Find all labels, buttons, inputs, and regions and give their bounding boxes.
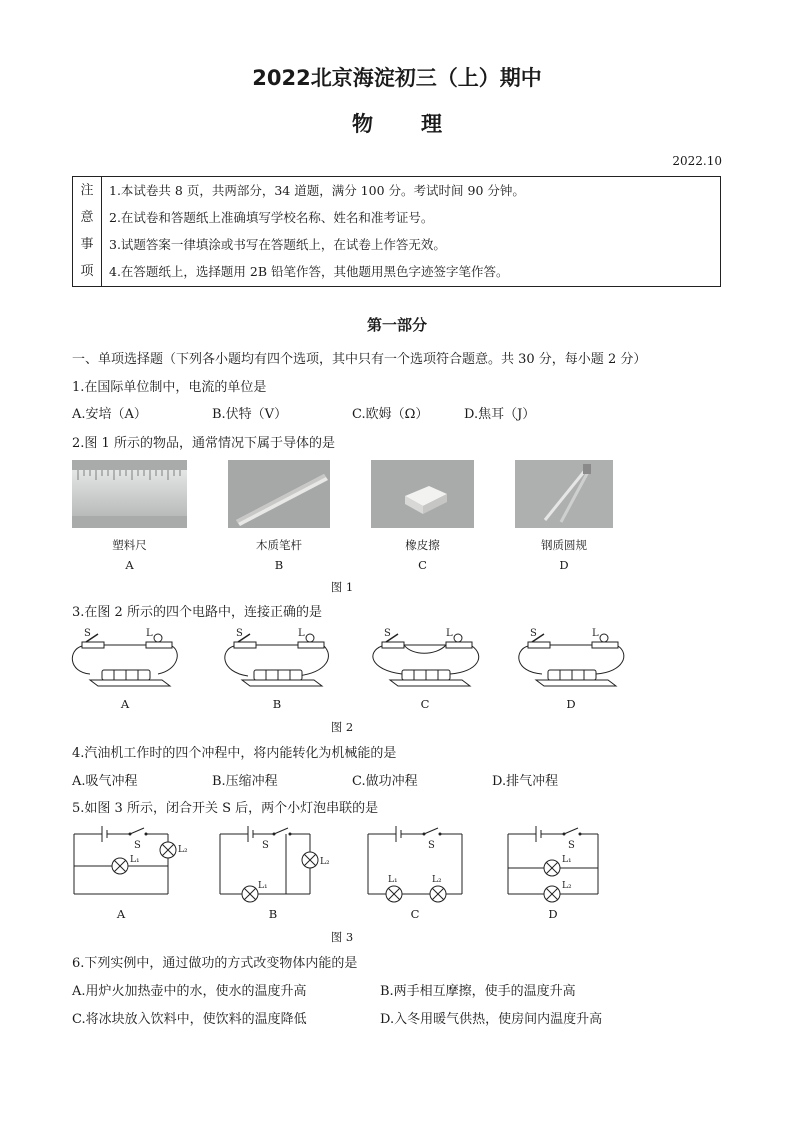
q2-item-label: 橡皮擦 [405, 538, 440, 552]
q1-option-b: B.伏特（V） [212, 407, 288, 422]
switch-label: S [384, 628, 391, 639]
note-item: 2.在试卷和答题纸上准确填写学校名称、姓名和准考证号。 [109, 210, 434, 225]
switch-label: S [428, 840, 435, 851]
q1-option-d: D.焦耳（J） [464, 407, 536, 422]
q6-option-a: A.用炉火加热壶中的水，使水的温度升高 [72, 984, 307, 999]
lamp-label: L [446, 628, 453, 639]
q6-option-c: C.将冰块放入饮料中，使饮料的温度降低 [72, 1012, 307, 1027]
q2-item-label: 钢质圆规 [541, 538, 587, 552]
lamp1-label: L₁ [562, 855, 572, 865]
q5-letter: D [548, 907, 558, 921]
switch-label: S [236, 628, 243, 639]
notes-label-column [73, 177, 102, 286]
q4-option-d: D.排气冲程 [492, 774, 559, 789]
subject-char: 理 [421, 112, 442, 136]
eraser-photo [371, 460, 474, 528]
q2-letter: D [559, 558, 569, 572]
lamp-label: L [146, 628, 153, 639]
pen-shaft-photo [228, 460, 330, 528]
q4-option-a: A.吸气冲程 [72, 774, 138, 789]
subject-title [0, 108, 794, 138]
q4-option-c: C.做功冲程 [352, 774, 418, 789]
lamp2-label: L₂ [432, 875, 442, 885]
q3-circuit-a [66, 626, 184, 692]
q5-schematic-c [366, 822, 490, 904]
notes-label-char: 事 [80, 237, 94, 252]
q3-circuit-d [512, 626, 630, 692]
q2-item-label: 塑料尺 [112, 538, 147, 552]
notes-label-char: 意 [80, 210, 94, 225]
figure-3-caption: 图 3 [330, 930, 354, 944]
q3-letter: C [420, 697, 430, 711]
figure-2-caption: 图 2 [330, 720, 354, 734]
q1-stem: 1.在国际单位制中，电流的单位是 [72, 380, 267, 395]
exam-title: 2022北京海淀初三（上）期中 [252, 66, 542, 90]
lamp2-label: L₂ [562, 881, 572, 891]
q2-letter: A [125, 558, 134, 572]
lamp2-label: L₂ [320, 857, 330, 867]
lamp1-label: L₁ [130, 855, 140, 865]
q4-option-b: B.压缩冲程 [212, 774, 278, 789]
q1-option-a: A.安培（A） [72, 407, 147, 422]
q2-item-label: 木质笔杆 [256, 538, 302, 552]
section-heading: 一、单项选择题（下列各小题均有四个选项，其中只有一个选项符合题意。共 30 分，每小题 2 分） [72, 352, 647, 367]
switch-label: S [134, 840, 141, 851]
note-item: 1.本试卷共 8 页，共两部分，34 道题，满分 100 分。考试时间 90 分钟。 [109, 183, 525, 198]
q5-schematic-b [218, 822, 342, 904]
notes-label-char: 项 [80, 264, 94, 279]
lamp2-label: L₂ [178, 845, 188, 855]
q3-letter: D [566, 697, 576, 711]
q6-option-b: B.两手相互摩擦，使手的温度升高 [380, 984, 576, 999]
note-item: 4.在答题纸上，选择题用 2B 铅笔作答，其他题用黑色字迹签字笔作答。 [109, 264, 509, 279]
exam-date: 2022.10 [672, 154, 722, 168]
note-item: 3.试题答案一律填涂或书写在答题纸上，在试卷上作答无效。 [109, 237, 446, 252]
ruler-photo [72, 460, 187, 528]
q3-circuit-c [366, 626, 484, 692]
switch-label: S [262, 840, 269, 851]
notes-box [72, 176, 721, 287]
q4-stem: 4.汽油机工作时的四个冲程中，将内能转化为机械能的是 [72, 746, 397, 761]
subject-char: 物 [352, 112, 373, 136]
q3-circuit-b [218, 626, 336, 692]
q3-letter: A [120, 697, 130, 711]
q5-letter: C [410, 907, 420, 921]
switch-label: S [84, 628, 91, 639]
q6-stem: 6.下列实例中，通过做功的方式改变物体内能的是 [72, 956, 358, 971]
lamp1-label: L₁ [388, 875, 398, 885]
q5-schematic-d [506, 822, 630, 904]
switch-label: S [568, 840, 575, 851]
q5-schematic-a [72, 822, 196, 904]
figure-1-caption: 图 1 [330, 580, 354, 594]
q3-letter: B [272, 697, 282, 711]
notes-items [109, 177, 525, 285]
q2-letter: B [274, 558, 284, 572]
q2-stem: 2.图 1 所示的物品，通常情况下属于导体的是 [72, 436, 335, 451]
q2-letter: C [418, 558, 427, 572]
lamp-label: L [592, 628, 599, 639]
notes-label-char: 注 [80, 183, 94, 198]
lamp1-label: L₁ [258, 881, 268, 891]
q3-stem: 3.在图 2 所示的四个电路中，连接正确的是 [72, 605, 322, 620]
q5-letter: B [268, 907, 278, 921]
lamp-label: L [298, 628, 305, 639]
switch-label: S [530, 628, 537, 639]
compass-photo [515, 460, 613, 528]
part-title: 第一部分 [366, 316, 427, 334]
q6-option-d: D.入冬用暖气供热，使房间内温度升高 [380, 1012, 603, 1027]
q5-stem: 5.如图 3 所示，闭合开关 S 后，两个小灯泡串联的是 [72, 801, 379, 816]
q5-letter: A [116, 907, 126, 921]
q1-option-c: C.欧姆（Ω） [352, 407, 429, 422]
